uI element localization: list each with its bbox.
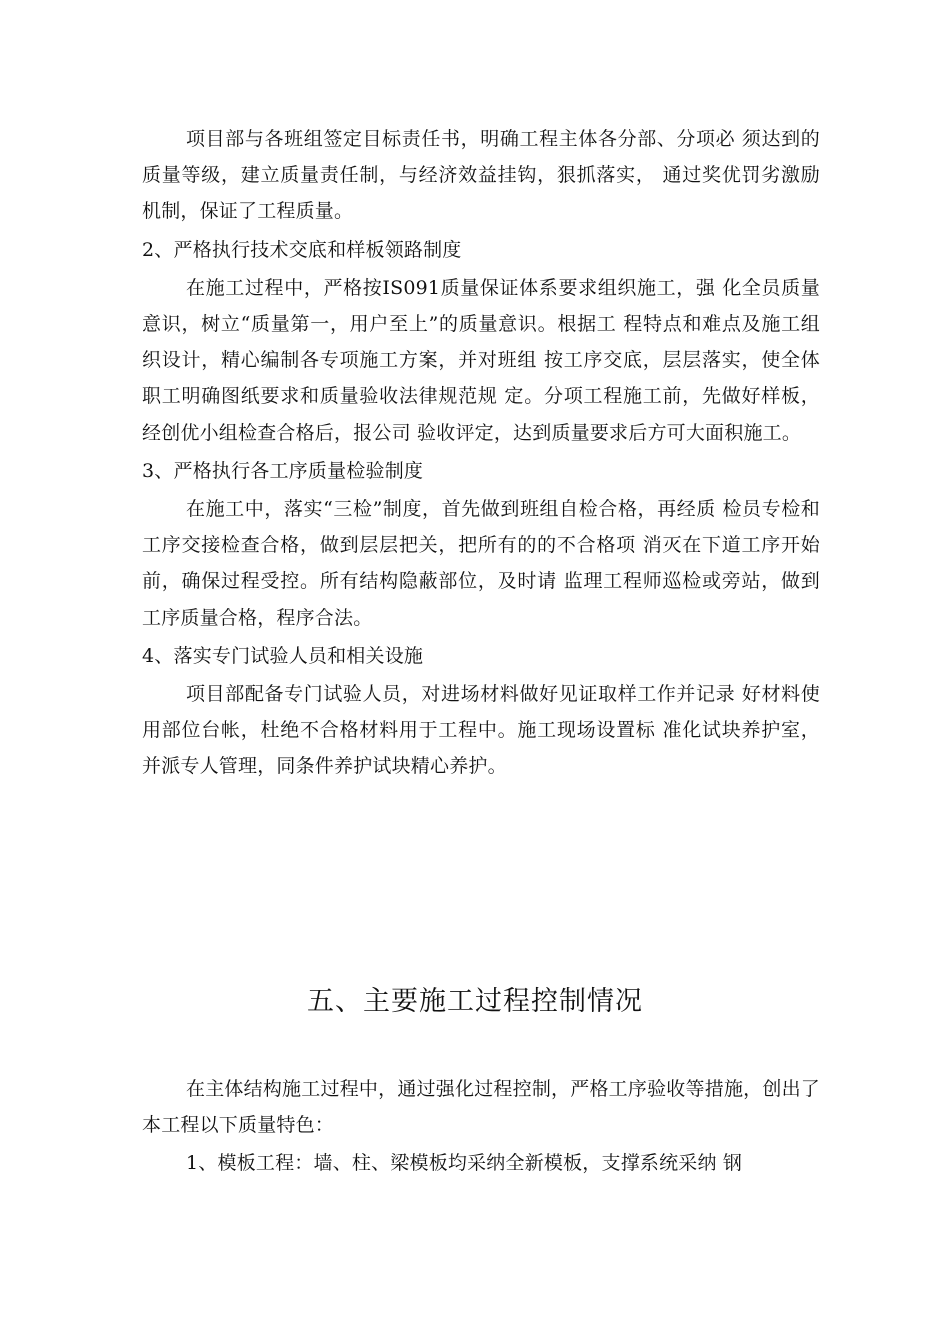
paragraph: 在施工过程中，严格按IS091质量保证体系要求组织施工，强 化全员质量意识，树立“质量第一，用户至上”的质量意识。根据工 程特点和难点及施工组织设计，精心编制各专项施工方案，并对班组 按工序交底，层层落实，使全体职工明确图纸要求和质量验收法律规范规 定。分项工程施工前，先做好样板，经创优小组检查合格后，报公司 验收评定，达到质量要求后方可大面积施工。 bbox=[142, 276, 820, 444]
paragraph: 项目部配备专门试验人员，对进场材料做好见证取样工作并记录 好材料使用部位台帐，杜绝不合格材料用于工程中。施工现场设置标 准化试块养护室，并派专人管理，同条件养护试块精心养护。 bbox=[142, 683, 820, 778]
subheading: 2、严格执行技术交底和样板领路制度 bbox=[142, 238, 462, 261]
section-title: 五、主要施工过程控制情况 bbox=[307, 986, 643, 1017]
paragraph: 在施工中，落实“三检”制度，首先做到班组自检合格，再经质 检员专检和工序交接检查合格，做到层层把关，把所有的的不合格项 消灭在下道工序开始前，确保过程受控。所有结构隐蔽部位，及时请 监理工程师巡检或旁站，做到工序质量合格，程序合法。 bbox=[142, 498, 820, 629]
subheading: 4、落实专门试验人员和相关设施 bbox=[142, 644, 424, 667]
paragraph: 1、模板工程：墙、柱、梁模板均采纳全新模板，支撑系统采纳 钢 bbox=[186, 1152, 743, 1175]
paragraph: 在主体结构施工过程中，通过强化过程控制，严格工序验收等措施，创出了本工程以下质量特色： bbox=[142, 1078, 820, 1137]
paragraph: 项目部与各班组签定目标责任书，明确工程主体各分部、分项必 须达到的质量等级，建立质量责任制，与经济效益挂钩，狠抓落实， 通过奖优罚劣激励机制，保证了工程质量。 bbox=[142, 128, 820, 223]
body-lower bbox=[142, 1071, 820, 1184]
subheading: 3、严格执行各工序质量检验制度 bbox=[142, 459, 424, 482]
body-upper bbox=[142, 121, 820, 787]
